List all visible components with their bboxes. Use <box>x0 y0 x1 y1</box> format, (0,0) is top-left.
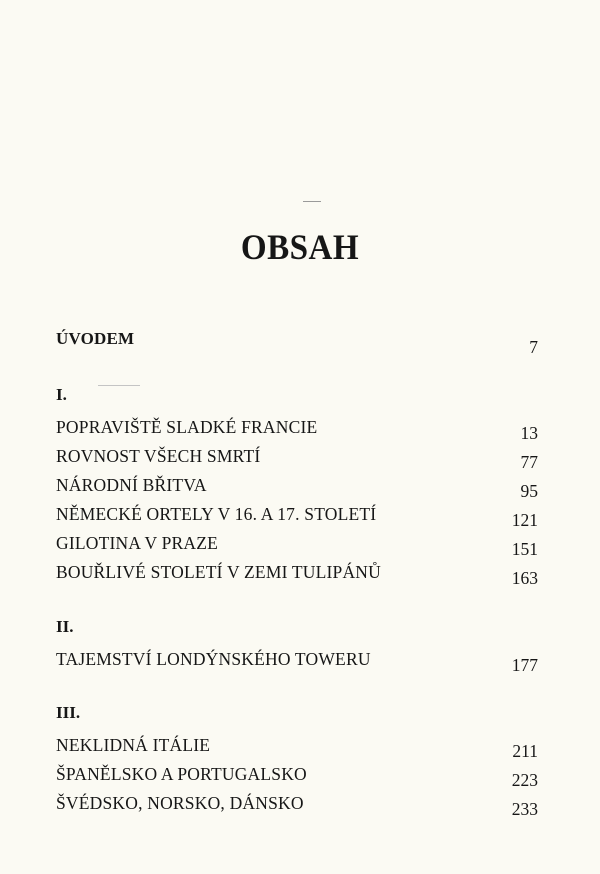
page-title: OBSAH <box>240 227 360 267</box>
toc-entry-label: GILOTINA V PRAZE <box>56 533 218 553</box>
section-numeral-2: II. <box>56 617 74 636</box>
toc-entry-page: 7 <box>529 337 538 357</box>
toc-entry-page: 13 <box>520 423 538 443</box>
toc-entry-page: 121 <box>511 510 538 530</box>
toc-entry <box>56 560 538 588</box>
toc-entry-page: 233 <box>511 799 538 819</box>
toc-entry <box>56 762 538 790</box>
toc-entry-page: 151 <box>511 539 538 559</box>
toc-entry <box>56 531 538 559</box>
toc-entry-label: NEKLIDNÁ ITÁLIE <box>56 735 211 755</box>
section-numeral-1: I. <box>56 385 67 404</box>
toc-entry-page: 95 <box>520 481 538 501</box>
toc-entry-label: ÚVODEM <box>56 329 135 348</box>
toc-entry-label: ŠPANĚLSKO A PORTUGALSKO <box>56 764 307 784</box>
toc-entry-label: NÁRODNÍ BŘITVA <box>56 475 207 495</box>
toc-entry <box>56 415 538 443</box>
toc-entry-label: BOUŘLIVÉ STOLETÍ V ZEMI TULIPÁNŮ <box>56 562 381 582</box>
toc-entry-page: 211 <box>512 741 538 761</box>
toc-entry <box>56 733 538 761</box>
toc-entry-page: 163 <box>511 568 538 588</box>
print-speck <box>98 385 140 386</box>
toc-entry <box>56 473 538 501</box>
toc-entry-intro <box>56 327 538 357</box>
toc-entry-label: POPRAVIŠTĚ SLADKÉ FRANCIE <box>56 417 318 437</box>
toc-entry <box>56 791 538 819</box>
section-numeral-3: III. <box>56 703 81 722</box>
toc-entry <box>56 647 538 675</box>
toc-entry-label: ROVNOST VŠECH SMRTÍ <box>56 446 261 466</box>
toc-entry-page: 77 <box>520 452 538 472</box>
toc-entry-label: NĚMECKÉ ORTELY V 16. A 17. STOLETÍ <box>56 504 377 524</box>
toc-entry <box>56 502 538 530</box>
print-speck <box>303 201 321 202</box>
toc-entry-page: 223 <box>511 770 538 790</box>
toc-entry-page: 177 <box>511 655 538 675</box>
toc-entry-label: TAJEMSTVÍ LONDÝNSKÉHO TOWERU <box>56 649 371 669</box>
toc-entry <box>56 444 538 472</box>
toc-entry-label: ŠVÉDSKO, NORSKO, DÁNSKO <box>56 793 304 813</box>
